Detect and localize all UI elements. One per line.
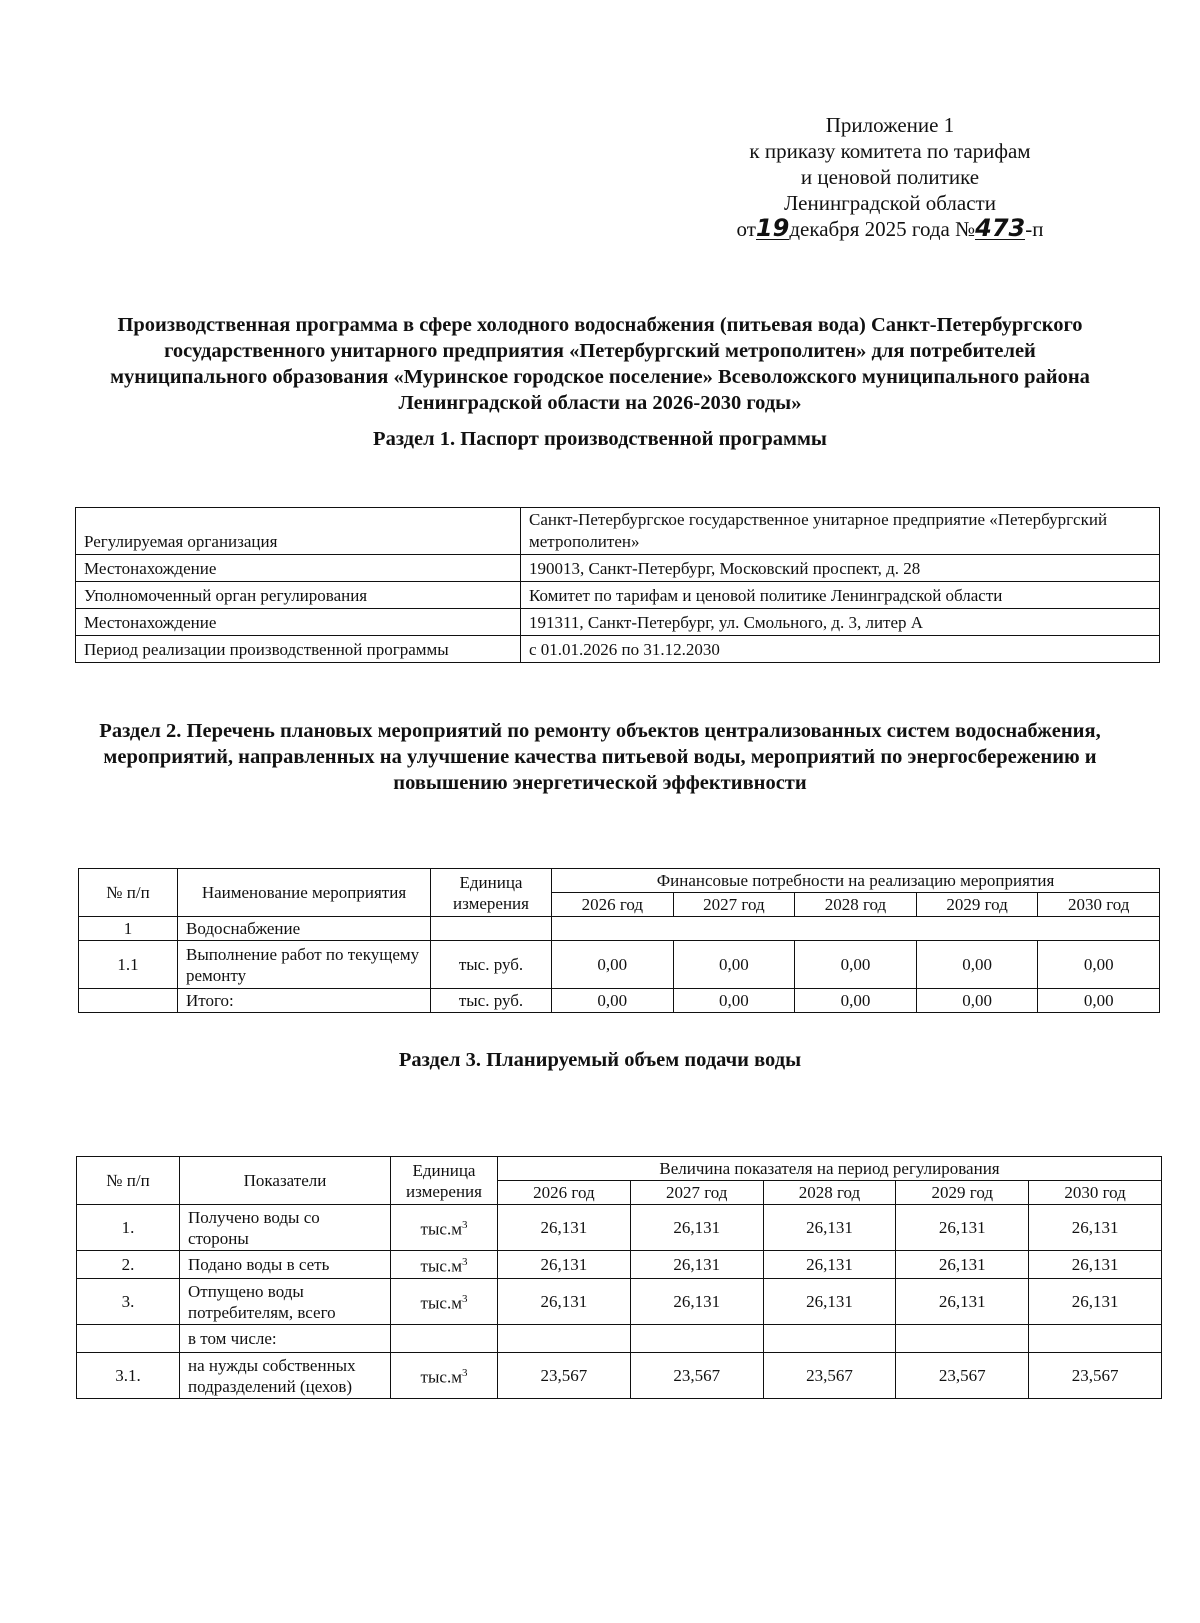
water-volume-table [76,1156,1162,1399]
value-cell: 23,567 [1029,1353,1162,1399]
passport-label: Уполномоченный орган регулирования [76,582,521,609]
passport-table [75,507,1160,663]
date-mid: декабря 2025 года № [789,217,976,241]
unit-base: тыс.м [420,1293,462,1313]
value-cell: 0,00 [795,941,917,989]
col-unit-header: Единица измерения [391,1157,498,1205]
annex-line: и ценовой политике [800,165,980,189]
row-unit [391,1251,498,1279]
col-num-header: № п/п [77,1157,180,1205]
value-cell: 26,131 [498,1205,631,1251]
value-cell: 23,567 [630,1353,763,1399]
value-cell: 26,131 [763,1279,896,1325]
value-cell: 0,00 [552,989,674,1013]
year-header: 2028 год [795,893,917,917]
passport-label: Регулируемая организация [76,508,521,555]
row-unit [391,1279,498,1325]
value-cell: 23,567 [896,1353,1029,1399]
value-cell: 26,131 [896,1251,1029,1279]
value-cell: 26,131 [630,1279,763,1325]
table-row [76,636,1160,663]
year-header: 2027 год [673,893,795,917]
unit-base: тыс.м [420,1256,462,1276]
value-cell [896,1325,1029,1353]
value-cell: 26,131 [763,1205,896,1251]
table-row [79,917,1160,941]
row-number [79,989,178,1013]
col-name-header: Наименование мероприятия [178,869,431,917]
value-cell: 0,00 [673,989,795,1013]
year-header: 2028 год [763,1181,896,1205]
row-unit: тыс. руб. [431,941,552,989]
unit-base: тыс.м [420,1219,462,1239]
value-cell: 0,00 [673,941,795,989]
row-number: 1 [79,917,178,941]
year-header: 2026 год [552,893,674,917]
year-header: 2029 год [916,893,1038,917]
passport-label: Период реализации производственной программы [76,636,521,663]
row-name: Итого: [178,989,431,1013]
passport-value: 191311, Санкт-Петербург, ул. Смольного, д. 3, литер А [521,609,1160,636]
col-unit-header: Единица измерения [431,869,552,917]
year-header: 2030 год [1038,893,1160,917]
passport-value: Санкт-Петербургское государственное унитарное предприятие «Петербургский метрополитен» [521,508,1160,555]
table-row [77,1325,1162,1353]
section2-title: Раздел 2. Перечень плановых мероприятий по ремонту объектов централизованных систем водоснабжения, мероприятий, направленных на улучшение качества питьевой воды, мероприятий по энергосбережению и повышению энергетической эффективности [99,720,1101,794]
value-cell [1029,1325,1162,1353]
row-unit [391,1325,498,1353]
year-header: 2029 год [896,1181,1029,1205]
unit-superscript: 3 [461,1293,468,1306]
row-number [77,1325,180,1353]
annex-header [700,112,1080,242]
unit-superscript: 3 [461,1256,468,1269]
year-header: 2026 год [498,1181,631,1205]
year-header: 2030 год [1029,1181,1162,1205]
row-name: на нужды собственных подразделений (цехов) [180,1353,391,1399]
value-cell: 0,00 [552,941,674,989]
value-cell: 26,131 [896,1279,1029,1325]
handwritten-day: 19 [755,214,790,242]
unit-base: тыс.м [420,1367,462,1387]
annex-date-line [700,216,1080,242]
row-number: 3. [77,1279,180,1325]
passport-value: с 01.01.2026 по 31.12.2030 [521,636,1160,663]
col-num-header: № п/п [79,869,178,917]
value-cell: 0,00 [1038,989,1160,1013]
row-number: 1. [77,1205,180,1251]
row-unit [391,1205,498,1251]
row-number: 2. [77,1251,180,1279]
value-cell: 26,131 [1029,1279,1162,1325]
col-group-header: Величина показателя на период регулирования [498,1157,1162,1181]
handwritten-number: 473 [975,214,1026,242]
row-name: Выполнение работ по текущему ремонту [178,941,431,989]
unit-superscript: 3 [461,1219,468,1232]
row-name: в том числе: [180,1325,391,1353]
row-unit [391,1353,498,1399]
value-cell: 23,567 [763,1353,896,1399]
section1-title: Раздел 1. Паспорт производственной программы [373,428,827,450]
table-row [76,582,1160,609]
table-row [77,1353,1162,1399]
row-number: 3.1. [77,1353,180,1399]
value-cell: 26,131 [630,1205,763,1251]
col-name-header: Показатели [180,1157,391,1205]
row-unit [431,917,552,941]
document-title: Производственная программа в сфере холодного водоснабжения (питьевая вода) Санкт-Петербургского государственного унитарного предприятия «Петербургский метрополитен» для потребителей муниципального образования «Муринское городское поселение» Всеволожского муниципального района Ленинградской области на 2026-2030 годы» [110,314,1090,414]
empty-cell [552,917,1160,941]
annex-line: к приказу комитета по тарифам [749,139,1031,163]
passport-value: 190013, Санкт-Петербург, Московский проспект, д. 28 [521,555,1160,582]
table-row [77,1279,1162,1325]
passport-label: Местонахождение [76,555,521,582]
value-cell: 26,131 [1029,1251,1162,1279]
table-row [77,1205,1162,1251]
passport-label: Местонахождение [76,609,521,636]
table-row [79,989,1160,1013]
value-cell [498,1325,631,1353]
row-name: Отпущено воды потребителям, всего [180,1279,391,1325]
value-cell: 26,131 [1029,1205,1162,1251]
value-cell: 23,567 [498,1353,631,1399]
activities-table [78,868,1160,1013]
value-cell: 26,131 [498,1251,631,1279]
annex-line: Приложение 1 [825,113,955,137]
value-cell: 0,00 [1038,941,1160,989]
value-cell [763,1325,896,1353]
number-suffix: -п [1025,217,1044,241]
value-cell [630,1325,763,1353]
row-unit: тыс. руб. [431,989,552,1013]
year-header: 2027 год [630,1181,763,1205]
row-number: 1.1 [79,941,178,989]
value-cell: 26,131 [763,1251,896,1279]
table-row [76,555,1160,582]
table-row [77,1251,1162,1279]
value-cell: 0,00 [795,989,917,1013]
row-name: Водоснабжение [178,917,431,941]
row-name: Получено воды со стороны [180,1205,391,1251]
col-group-header: Финансовые потребности на реализацию мероприятия [552,869,1160,893]
annex-line: Ленинградской области [784,191,996,215]
value-cell: 26,131 [630,1251,763,1279]
table-row [79,941,1160,989]
value-cell: 0,00 [916,941,1038,989]
date-prefix: от [736,217,756,241]
value-cell: 26,131 [896,1205,1029,1251]
row-name: Подано воды в сеть [180,1251,391,1279]
section3-title: Раздел 3. Планируемый объем подачи воды [398,1049,802,1071]
unit-superscript: 3 [461,1367,468,1380]
table-row [76,609,1160,636]
passport-value: Комитет по тарифам и ценовой политике Ленинградской области [521,582,1160,609]
value-cell: 26,131 [498,1279,631,1325]
table-row [76,508,1160,555]
value-cell: 0,00 [916,989,1038,1013]
